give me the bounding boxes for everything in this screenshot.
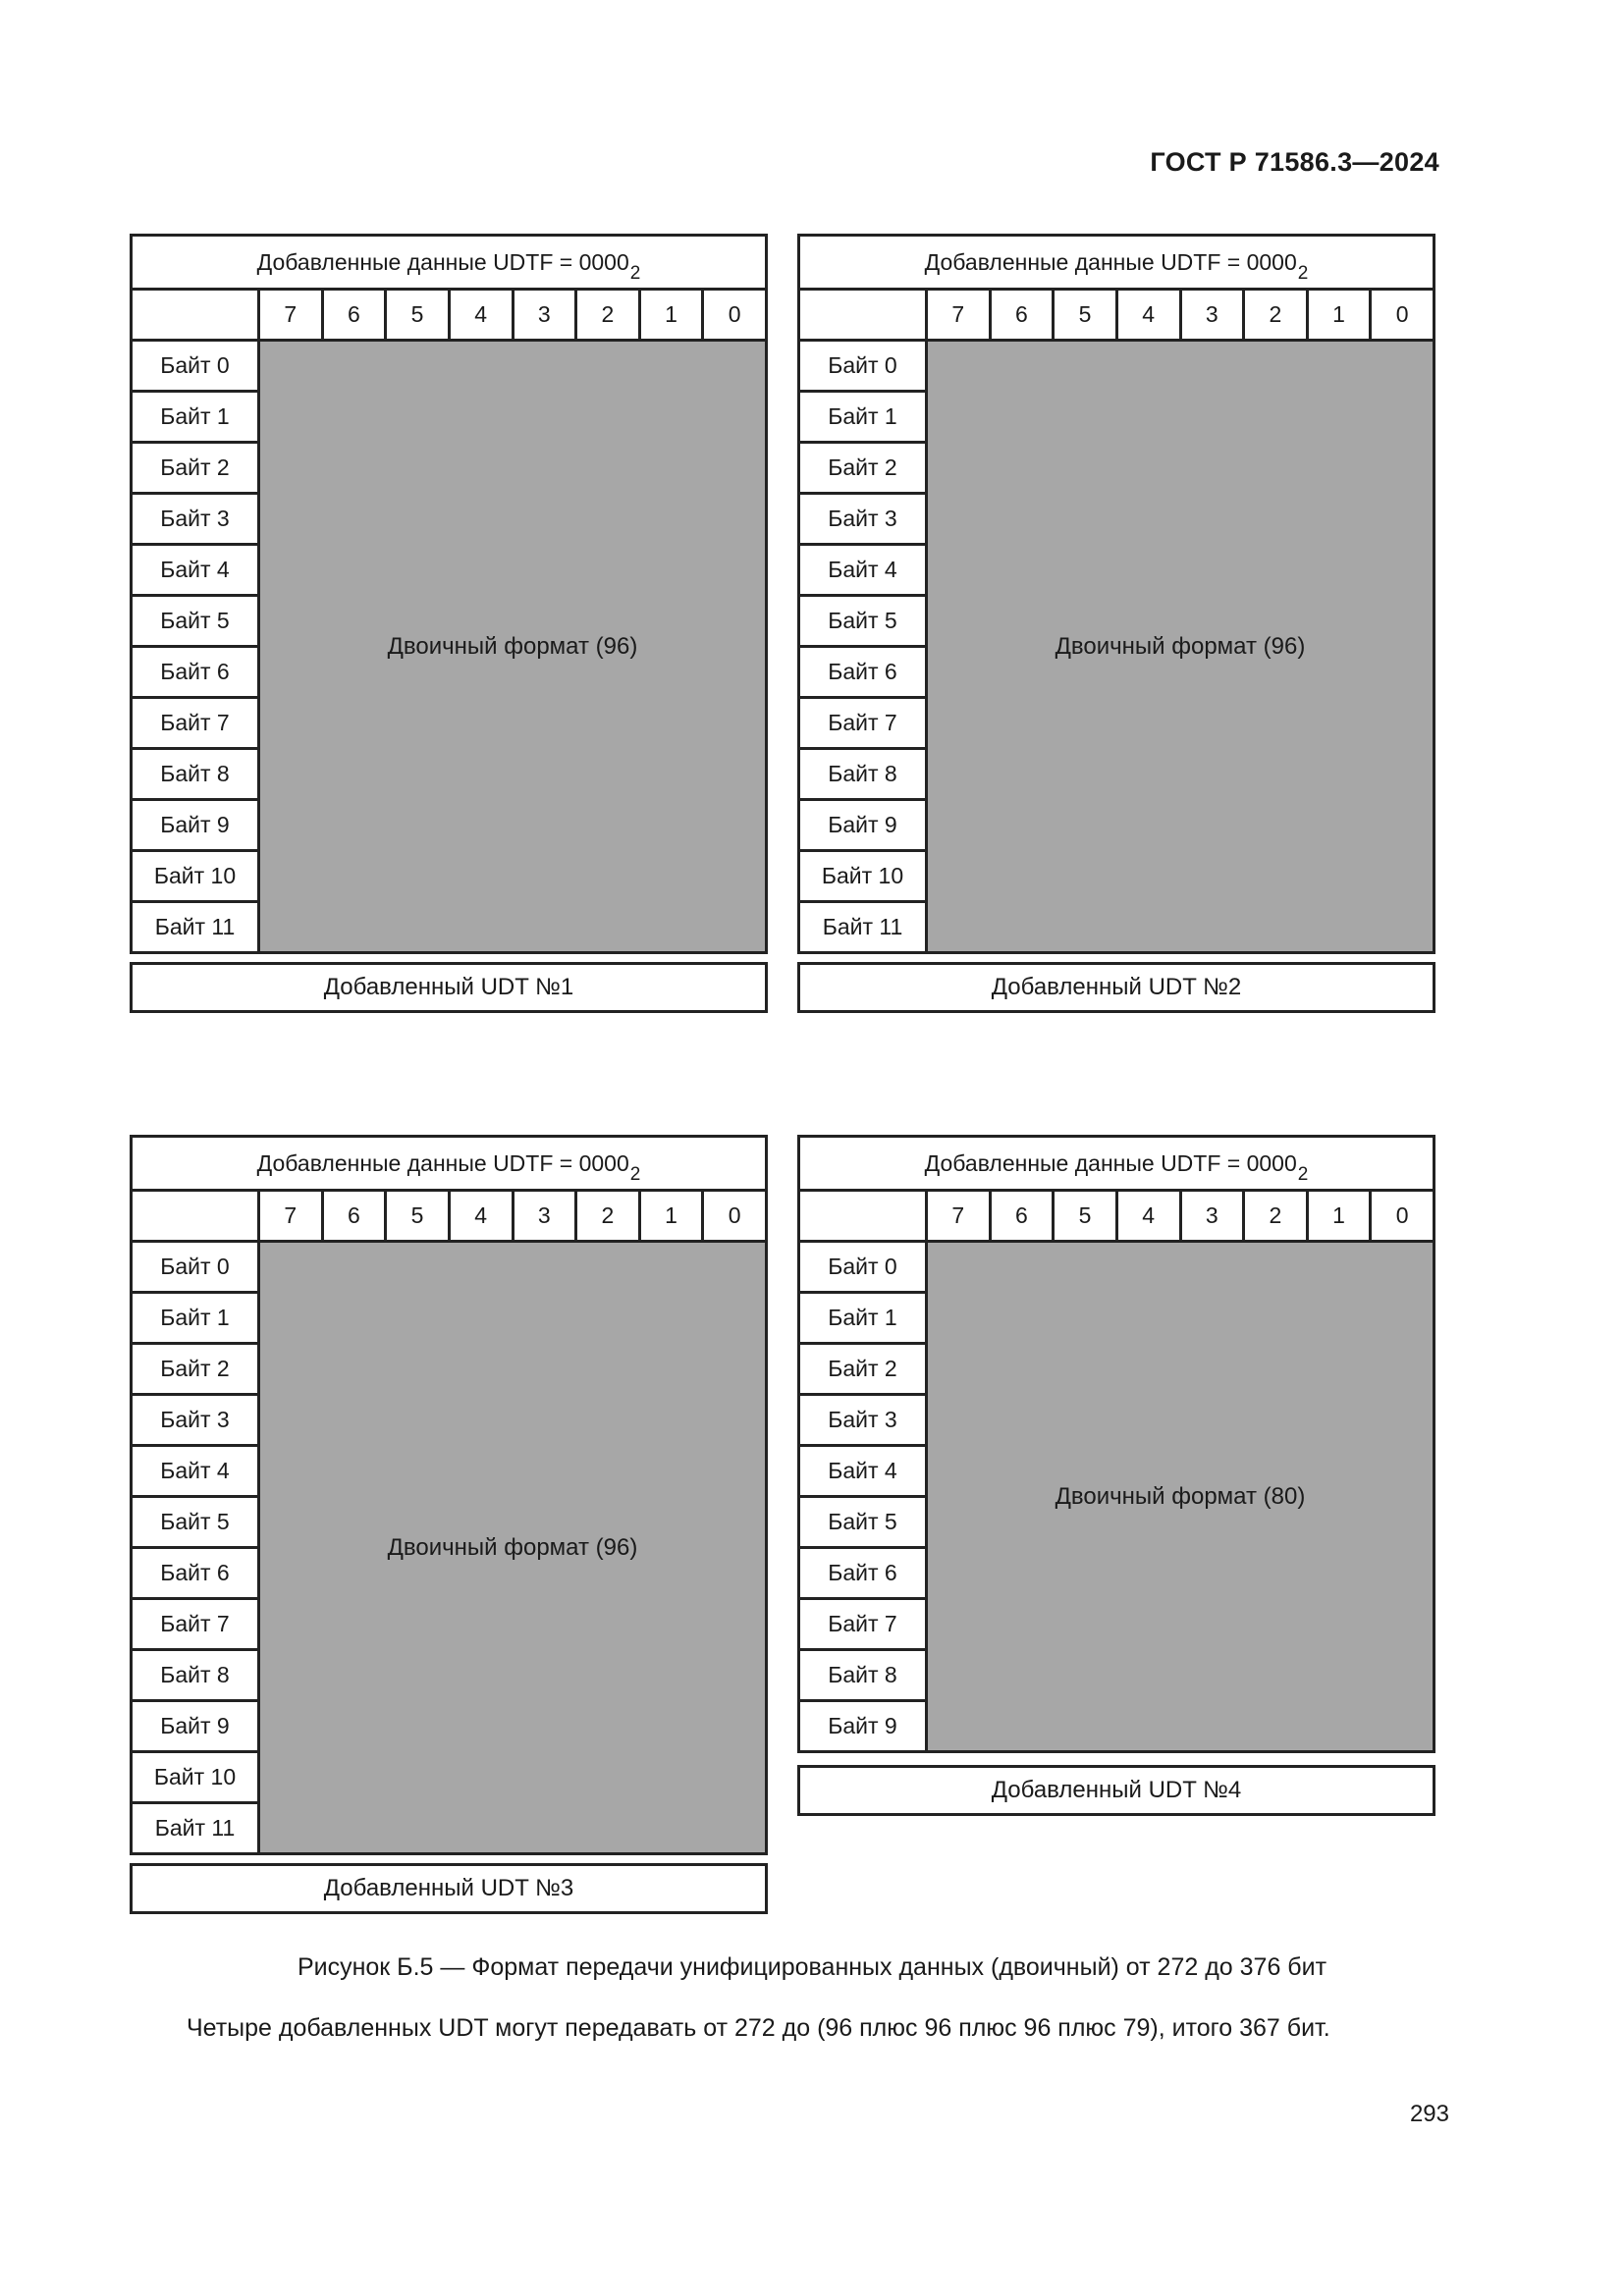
byte-label: Байт 7 [799,1599,927,1650]
byte-label: Байт 8 [799,749,927,800]
byte-label: Байт 4 [799,1446,927,1497]
byte-label: Байт 4 [799,545,927,596]
udtf-table [797,234,1435,954]
bit-header: 3 [513,290,576,341]
udtf-title-text: Добавленные данные UDTF = 0000 [924,1149,1297,1176]
udtf-title-text: Добавленные данные UDTF = 0000 [256,248,629,275]
binary-format-block: Двоичный формат (96) [259,1242,767,1854]
byte-label: Байт 0 [799,341,927,392]
bit-header: 5 [1054,290,1117,341]
byte-label: Байт 8 [132,1650,259,1701]
udtf-title [799,1137,1435,1191]
bit-header: 2 [1244,1191,1308,1242]
byte-label: Байт 1 [132,392,259,443]
byte-label: Байт 3 [799,494,927,545]
byte-label: Байт 0 [132,1242,259,1293]
byte-label: Байт 2 [132,1344,259,1395]
bit-header: 4 [1116,290,1180,341]
binary-format-block: Двоичный формат (80) [927,1242,1435,1752]
bit-header: 3 [1180,290,1244,341]
byte-label: Байт 2 [799,443,927,494]
bit-header: 7 [259,290,323,341]
byte-label: Байт 2 [132,443,259,494]
udtf-title [132,236,767,290]
binary-format-block: Двоичный формат (96) [259,341,767,953]
byte-label: Байт 9 [132,800,259,851]
bit-header: 0 [703,1191,767,1242]
byte-label: Байт 6 [799,647,927,698]
bit-header: 5 [386,290,450,341]
bit-header: 0 [1371,290,1435,341]
byte-label: Байт 7 [132,1599,259,1650]
byte-label: Байт 0 [132,341,259,392]
bit-header: 0 [703,290,767,341]
byte-label: Байт 1 [132,1293,259,1344]
udtf-title-text: Добавленные данные UDTF = 0000 [924,248,1297,275]
document-id: ГОСТ Р 71586.3—2024 [1150,147,1439,177]
byte-label: Байт 5 [799,596,927,647]
udt-diagram [797,1135,1435,1753]
byte-label: Байт 7 [132,698,259,749]
udt-diagram [797,234,1435,954]
bit-header: 2 [576,290,640,341]
binary-format-block: Двоичный формат (96) [927,341,1435,953]
bit-header: 0 [1371,1191,1435,1242]
udtf-title-subscript: 2 [629,1163,641,1185]
bit-header: 7 [259,1191,323,1242]
udtf-title [132,1137,767,1191]
bit-header: 6 [322,1191,386,1242]
bit-header: 7 [927,290,991,341]
udtf-title [799,236,1435,290]
byte-label: Байт 9 [799,800,927,851]
udt-diagram [130,1135,768,1855]
udtf-title-text: Добавленные данные UDTF = 0000 [256,1149,629,1176]
bit-header: 4 [449,1191,513,1242]
corner-cell [132,1191,259,1242]
udt-label: Добавленный UDT №1 [130,962,768,1013]
bit-header: 6 [322,290,386,341]
byte-label: Байт 10 [132,1752,259,1803]
corner-cell [799,290,927,341]
byte-label: Байт 6 [132,647,259,698]
byte-label: Байт 5 [799,1497,927,1548]
corner-cell [799,1191,927,1242]
byte-label: Байт 10 [799,851,927,902]
byte-label: Байт 6 [132,1548,259,1599]
byte-label: Байт 2 [799,1344,927,1395]
udtf-table [130,1135,768,1855]
bit-header: 1 [1307,1191,1371,1242]
byte-label: Байт 10 [132,851,259,902]
byte-label: Байт 6 [799,1548,927,1599]
bit-header: 6 [990,290,1054,341]
byte-label: Байт 3 [132,1395,259,1446]
bit-header: 1 [1307,290,1371,341]
note-text: Четыре добавленных UDT могут передавать от 272 до (96 плюс 96 плюс 96 плюс 79), итого 367 бит. [187,2014,1330,2042]
byte-label: Байт 0 [799,1242,927,1293]
page-number: 293 [1409,2101,1449,2127]
bit-header: 2 [1244,290,1308,341]
udt-label: Добавленный UDT №3 [130,1863,768,1914]
byte-label: Байт 1 [799,392,927,443]
bit-header: 5 [1054,1191,1117,1242]
bit-header: 4 [449,290,513,341]
bit-header: 4 [1116,1191,1180,1242]
udtf-title-subscript: 2 [1297,1163,1309,1185]
bit-header: 1 [639,290,703,341]
byte-label: Байт 9 [132,1701,259,1752]
bit-header: 3 [513,1191,576,1242]
byte-label: Байт 3 [132,494,259,545]
udt-diagram [130,234,768,954]
udtf-title-subscript: 2 [629,262,641,284]
byte-label: Байт 4 [132,545,259,596]
bit-header: 5 [386,1191,450,1242]
udt-label: Добавленный UDT №4 [797,1765,1435,1816]
bit-header: 2 [576,1191,640,1242]
byte-label: Байт 8 [132,749,259,800]
byte-label: Байт 3 [799,1395,927,1446]
byte-label: Байт 7 [799,698,927,749]
byte-label: Байт 5 [132,596,259,647]
udtf-title-subscript: 2 [1297,262,1309,284]
byte-label: Байт 8 [799,1650,927,1701]
udtf-table [130,234,768,954]
byte-label: Байт 1 [799,1293,927,1344]
figure-caption: Рисунок Б.5 — Формат передачи унифицированных данных (двоичный) от 272 до 376 бит [297,1953,1327,1981]
udtf-table [797,1135,1435,1753]
udt-label: Добавленный UDT №2 [797,962,1435,1013]
byte-label: Байт 4 [132,1446,259,1497]
byte-label: Байт 11 [132,902,259,953]
bit-header: 3 [1180,1191,1244,1242]
corner-cell [132,290,259,341]
byte-label: Байт 9 [799,1701,927,1752]
bit-header: 6 [990,1191,1054,1242]
bit-header: 7 [927,1191,991,1242]
byte-label: Байт 11 [799,902,927,953]
byte-label: Байт 11 [132,1803,259,1854]
byte-label: Байт 5 [132,1497,259,1548]
bit-header: 1 [639,1191,703,1242]
